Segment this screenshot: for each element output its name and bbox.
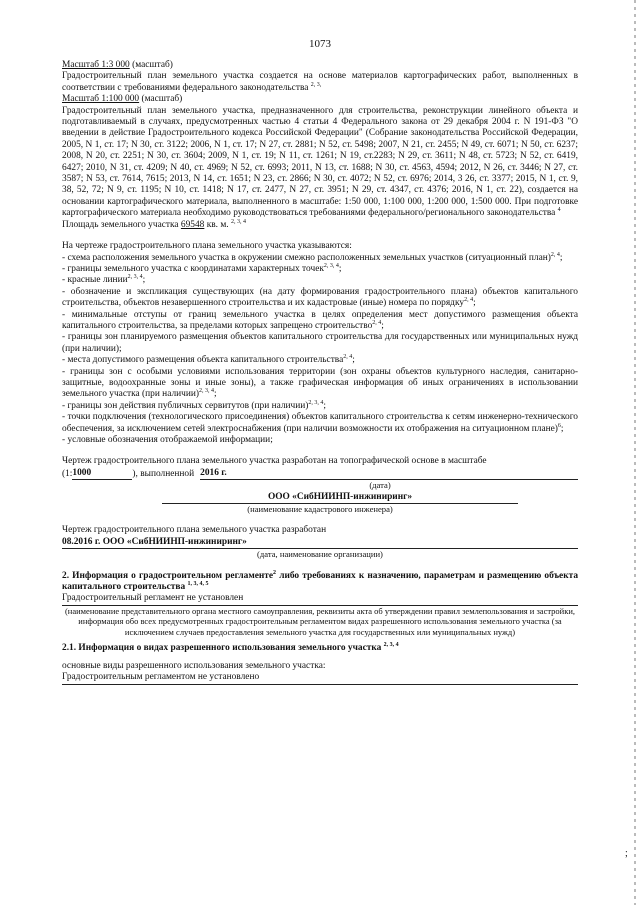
scan-edge	[634, 0, 636, 905]
drawing-list-item	[62, 287, 578, 310]
section-2-heading-a: 2. Информация о градостроительном регламенте	[62, 570, 274, 581]
topo-text: Чертеж градостроительного плана земельного участка разработан на топографической основе в масштабе	[62, 456, 487, 467]
area-line	[62, 220, 578, 231]
footnote-ref: 2, 3, 4	[127, 274, 143, 281]
list-item-tail: ;	[559, 252, 563, 263]
list-item-text: - минимальные отступы от границ земельного участка в целях определения мест допустимого размещения объекта капитального строительства, за пределами которых запрещено строительство	[62, 309, 578, 331]
topo-scale-line	[62, 468, 578, 480]
list-item-text: - границы зон действия публичных сервитутов (при наличии)	[62, 400, 309, 411]
drawing-list-item	[62, 275, 578, 286]
topo-mid: ), выполненной	[132, 468, 195, 479]
list-item-tail: ;	[381, 320, 384, 331]
footnote-ref: 2, 4	[372, 319, 382, 326]
drawing-list-item	[62, 367, 578, 401]
drawing-list-item	[62, 253, 578, 264]
drawing-list-item	[62, 412, 578, 435]
footnote-ref: 2, 3, 4	[199, 388, 215, 395]
footnote-ref: 2, 3, 4	[383, 642, 399, 649]
section-2-1-value: Градостроительным регламентом не установлено	[62, 672, 578, 684]
list-item-tail: ;	[338, 263, 342, 274]
list-item-tail: ;	[560, 423, 564, 434]
document-body	[62, 60, 578, 685]
footnote-ref: 2, 4	[550, 251, 560, 258]
list-item-tail: ;	[473, 298, 476, 309]
scale-1-text	[62, 71, 578, 94]
list-item-tail: ;	[352, 355, 355, 366]
footnote-ref: 1, 3, 4, 5	[187, 580, 209, 587]
drawing-list-item	[62, 355, 578, 366]
date-caption: (дата)	[369, 480, 391, 491]
footnote-ref: 6	[557, 422, 561, 429]
drawing-list-item	[62, 332, 578, 355]
drawing-list-item	[62, 435, 578, 446]
footnote-ref: 2, 4	[343, 354, 353, 361]
developed-value: 08.2016 г. ООО «СибНИИНП-инжиниринг»	[62, 537, 578, 549]
list-item-text: - границы зон планируемого размещения объектов капитального строительства для государственных или муниципальных нужд (при наличии);	[62, 332, 578, 354]
area-label: Площадь земельного участка	[62, 219, 181, 230]
topo-scale-value: 1000	[72, 468, 132, 480]
list-item-tail: ;	[214, 389, 217, 400]
footnote-ref: 2, 4	[464, 297, 474, 303]
scale-2-label: Масштаб 1:100 000	[62, 94, 140, 105]
drawing-intro: На чертеже градостроительного плана земельного участка указываются:	[62, 241, 352, 252]
list-item-text: - границы земельного участка с координатами характерных точек	[62, 263, 324, 274]
scale-1-label: Масштаб 1:3 000	[62, 60, 130, 70]
page-number: 1073	[309, 38, 331, 50]
section-2-caption: (наименование представительного органа местного самоуправления, реквизиты акта об утверждении правил землепользования и застройки, информация обо всех предусмотренных градостроительным регламентом видах разрешенного использования земельного участка (за исключением случаев предоставления земельного участка для государственных или муниципальных нужд)	[64, 605, 576, 637]
engineer-org: ООО «СибНИИНП-инжиниринг»	[162, 492, 518, 504]
scale-2-text	[62, 106, 578, 220]
topo-year: 2016 г.	[200, 468, 578, 480]
list-item-text: - обозначение и экспликация существующих (на дату формирования градостроительного плана) объектов капитального строительства, объектов незавершенного строительства и их кадастровые (иные) номера по порядку	[62, 286, 578, 309]
footnote-ref: 2, 3, 4	[308, 399, 324, 406]
list-item-text: - границы зон с особыми условиями использования территории (зон охраны объектов культурного наследия, санитарно-защитные, водоохранные зоны и иные зоны), а также графическая информация об иных ограничениях в использовании земельного участка (при наличии)	[62, 366, 578, 400]
list-item-text: - условные обозначения отображаемой информации;	[62, 435, 273, 445]
area-value: 69548	[180, 219, 205, 230]
footnote-ref: 4	[557, 207, 561, 214]
list-item-text: - красные линии	[62, 275, 128, 286]
drawing-list-item	[62, 310, 578, 333]
list-item-text: - точки подключения (технологического присоединения) объектов капитального строительства к сетям инженерно-технического обеспечения, за исключением сетей электроснабжения (при наличии возможности их отображения на ситуационном плане)	[62, 412, 578, 434]
scale-1-line	[62, 60, 578, 71]
section-2-1-subheading: основные виды разрешенного использования земельного участка:	[62, 660, 326, 671]
drawing-list-item	[62, 401, 578, 412]
section-2-1-heading	[62, 643, 578, 654]
list-item-text: - места допустимого размещения объекта капитального строительства	[62, 355, 344, 366]
engineer-caption: (наименование кадастрового инженера)	[247, 504, 393, 515]
list-item-text: - схема расположения земельного участка в окружении смежно расположенных земельных участков (ситуационный план)	[62, 252, 551, 263]
developed-text: Чертеж градостроительного плана земельного участка разработан	[62, 525, 327, 536]
developed-caption: (дата, наименование организации)	[257, 549, 383, 560]
footnote-ref: 2, 3, 4	[323, 262, 339, 269]
scale-1-suffix: (масштаб)	[129, 60, 173, 70]
scale-2-line	[62, 94, 578, 105]
list-item-tail: ;	[142, 275, 146, 286]
scale-1-paragraph: Градостроительный план земельного участка создается на основе материалов картографических работ, выполненных в соответствии с требованиями федерального законодательства	[62, 71, 578, 93]
scale-2-suffix: (масштаб)	[139, 94, 183, 105]
section-2-1-heading-text: 2.1. Информация о видах разрешенного использования земельного участка	[62, 643, 382, 654]
footnote-ref: 2, 3, 4	[230, 218, 246, 225]
list-item-tail: ;	[323, 400, 327, 411]
section-2-value: Градостроительный регламент не установлен	[62, 593, 578, 605]
topo-scale-prefix: (1:	[62, 468, 73, 479]
drawing-list	[62, 253, 578, 447]
footnote-ref: 2, 3,	[310, 81, 322, 88]
side-mark: ;	[625, 848, 628, 859]
section-2-heading-b: либо требованиях к назначению, параметрам и размещению объекта капитального строительства	[62, 570, 579, 593]
area-unit: кв. м.	[204, 219, 229, 230]
scale-2-paragraph: Градостроительный план земельного участка, предназначенного для строительства, реконструкции линейного объекта и подготавливаемый в случаях, предусмотренных частью 4 статьи 4 Федерального закона от 29 декабря 2004 г. N 191-ФЗ "О введении в действие Градостроительного кодекса Российской Федерации" (Собрание законодательства Российской Федерации, 2005, N 1, ст. 17; N 30, ст. 3122; 2006, N 1, ст. 17; N 27, ст. 2881; N 52, ст. 5498; 2007, N 21, ст. 2455; N 49, ст. 6071; N 50, ст. 6237; 2008, N 20, ст. 2251; N 30, ст. 3604; 2009, N 1, ст. 19; N 11, ст. 1261; N 19, ст.2283; N 29, ст. 3611; N 48, ст. 5723; N 52, ст. 6419, 6427; 2010, N 31, ст. 4209; N 40, ст. 4969; N 52, ст. 6993; 2011, N 13, ст. 1688; N 30, ст. 4563, 4594; 2012, N 26, ст. 3446; N 27, ст. 3587; N 53, ст. 7614, 7615; 2013, N 14, ст. 1651; N 23, ст. 2866; N 30, ст. 4072; N 52, ст. 6976; 2014, 3 26, ст. 3377; 2015, N 1, ст. 9, 38, 52, 72; N 9, ст. 1195; N 10, ст. 1418; N 17, ст. 2477, N 27, ст. 3951; N 29, ст. 4347, ст. 4376; 2016, N 1, ст. 22), создается на основании картографического материала, выполненного в масштабе: 1:50 000, 1:100 000, 1:200 000, 1:500 000. При подготовке картографического материала необходимо руководствоваться требованиями федерального/регионального законодательства	[62, 105, 578, 219]
footnote-ref: 2	[273, 569, 277, 576]
section-2-heading	[62, 571, 578, 594]
